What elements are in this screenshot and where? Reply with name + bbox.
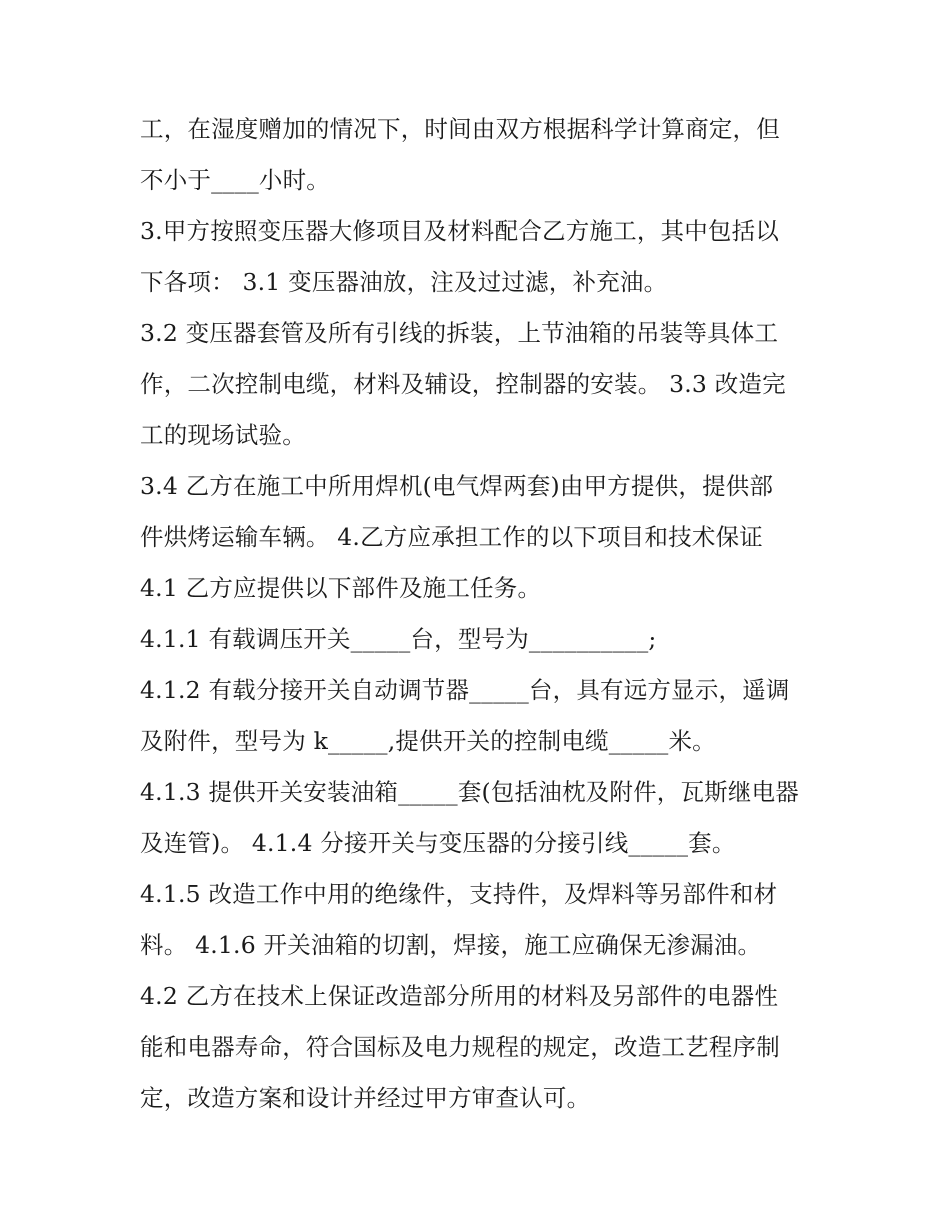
- text-line: 4.1.1 有载调压开关_____台，型号为__________;: [140, 625, 657, 653]
- text-line: 4.1.2 有载分接开关自动调节器_____台，具有远方显示，遥调: [140, 676, 790, 704]
- document-body: [140, 104, 820, 1124]
- text-line: 4.2 乙方在技术上保证改造部分所用的材料及另部件的电器性: [140, 982, 779, 1010]
- text-line: 能和电器寿命，符合国标及电力规程的规定，改造工艺程序制: [140, 1033, 780, 1061]
- text-line: 作，二次控制电缆，材料及辅设，控制器的安装。 3.3 改造完: [140, 370, 786, 398]
- text-line: 件烘烤运输车辆。 4.乙方应承担工作的以下项目和技术保证: [140, 523, 763, 551]
- text-line: 及附件，型号为 k_____,提供开关的控制电缆_____米。: [140, 727, 716, 755]
- text-line: 及连管)。 4.1.4 分接开关与变压器的分接引线_____套。: [140, 829, 736, 857]
- text-line: 定，改造方案和设计并经过甲方审查认可。: [140, 1084, 591, 1112]
- text-line: 3.2 变压器套管及所有引线的拆装，上节油箱的吊装等具体工: [140, 319, 779, 347]
- text-line: 工的现场试验。: [140, 421, 306, 449]
- text-line: 4.1 乙方应提供以下部件及施工任务。: [140, 574, 542, 602]
- text-line: 下各项： 3.1 变压器油放，注及过过滤，补充油。: [140, 268, 668, 296]
- text-line: 不小于____小时。: [140, 166, 330, 194]
- text-line: 4.1.5 改造工作中用的绝缘件，支持件，及焊料等另部件和材: [140, 880, 778, 908]
- text-line: 工，在湿度赠加的情况下，时间由双方根据科学计算商定，但: [140, 115, 780, 143]
- text-line: 3.甲方按照变压器大修项目及材料配合乙方施工，其中包括以: [140, 217, 780, 245]
- text-line: 料。 4.1.6 开关油箱的切割，焊接，施工应确保无渗漏油。: [140, 931, 762, 959]
- text-line: 4.1.3 提供开关安装油箱_____套(包括油枕及附件，瓦斯继电器: [140, 778, 799, 806]
- text-line: 3.4 乙方在施工中所用焊机(电气焊两套)由甲方提供，提供部: [140, 472, 774, 500]
